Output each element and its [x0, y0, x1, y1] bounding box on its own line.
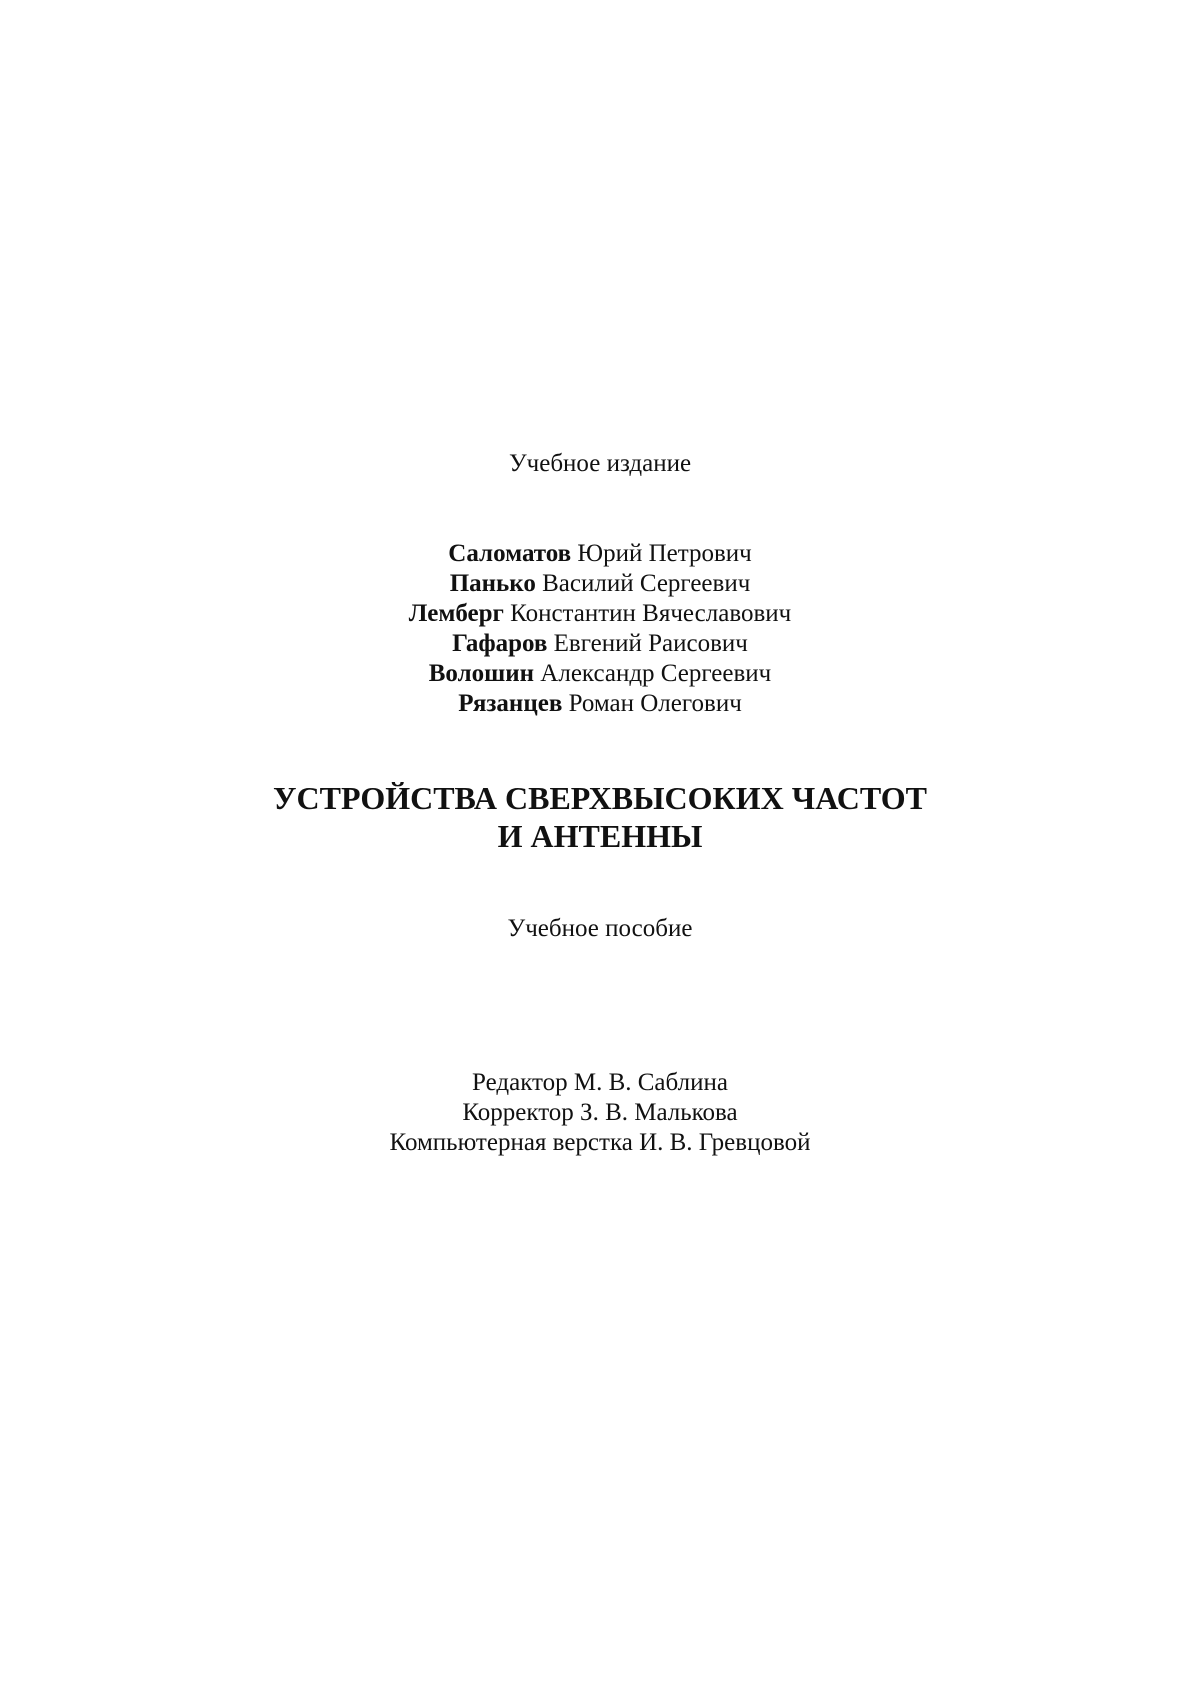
edition-type: Учебное издание	[508, 450, 692, 477]
author-given-names: Роман Олегович	[568, 690, 742, 717]
author-surname: Панько	[449, 570, 536, 597]
author-line	[0, 659, 1200, 689]
book-title-line-1: УСТРОЙСТВА СВЕРХВЫСОКИХ ЧАСТОТ	[273, 780, 927, 816]
book-subtitle: Учебное пособие	[507, 915, 693, 942]
author-line	[0, 689, 1200, 719]
author-line	[0, 569, 1200, 599]
author-surname: Волошин	[428, 660, 535, 687]
author-surname: Лемберг	[408, 600, 504, 627]
author-surname: Рязанцев	[458, 690, 563, 717]
editor-credit: Редактор М. В. Саблина	[472, 1069, 728, 1096]
author-given-names: Юрий Петрович	[577, 540, 752, 567]
author-given-names: Константин Вячеславович	[510, 600, 792, 627]
proofreader-credit: Корректор З. В. Малькова	[462, 1099, 738, 1126]
book-title-line-2: И АНТЕННЫ	[497, 818, 703, 854]
author-line	[0, 599, 1200, 629]
author-surname: Саломатов	[448, 540, 572, 567]
author-given-names: Василий Сергеевич	[542, 570, 751, 597]
author-given-names: Евгений Раисович	[553, 630, 748, 657]
layout-credit: Компьютерная верстка И. В. Гревцовой	[389, 1129, 811, 1156]
author-line	[0, 629, 1200, 659]
author-surname: Гафаров	[452, 630, 548, 657]
author-given-names: Александр Сергеевич	[540, 660, 772, 687]
authors-list	[0, 539, 1200, 719]
production-credits	[0, 1068, 1200, 1158]
book-title	[0, 779, 1200, 855]
author-line	[0, 539, 1200, 569]
